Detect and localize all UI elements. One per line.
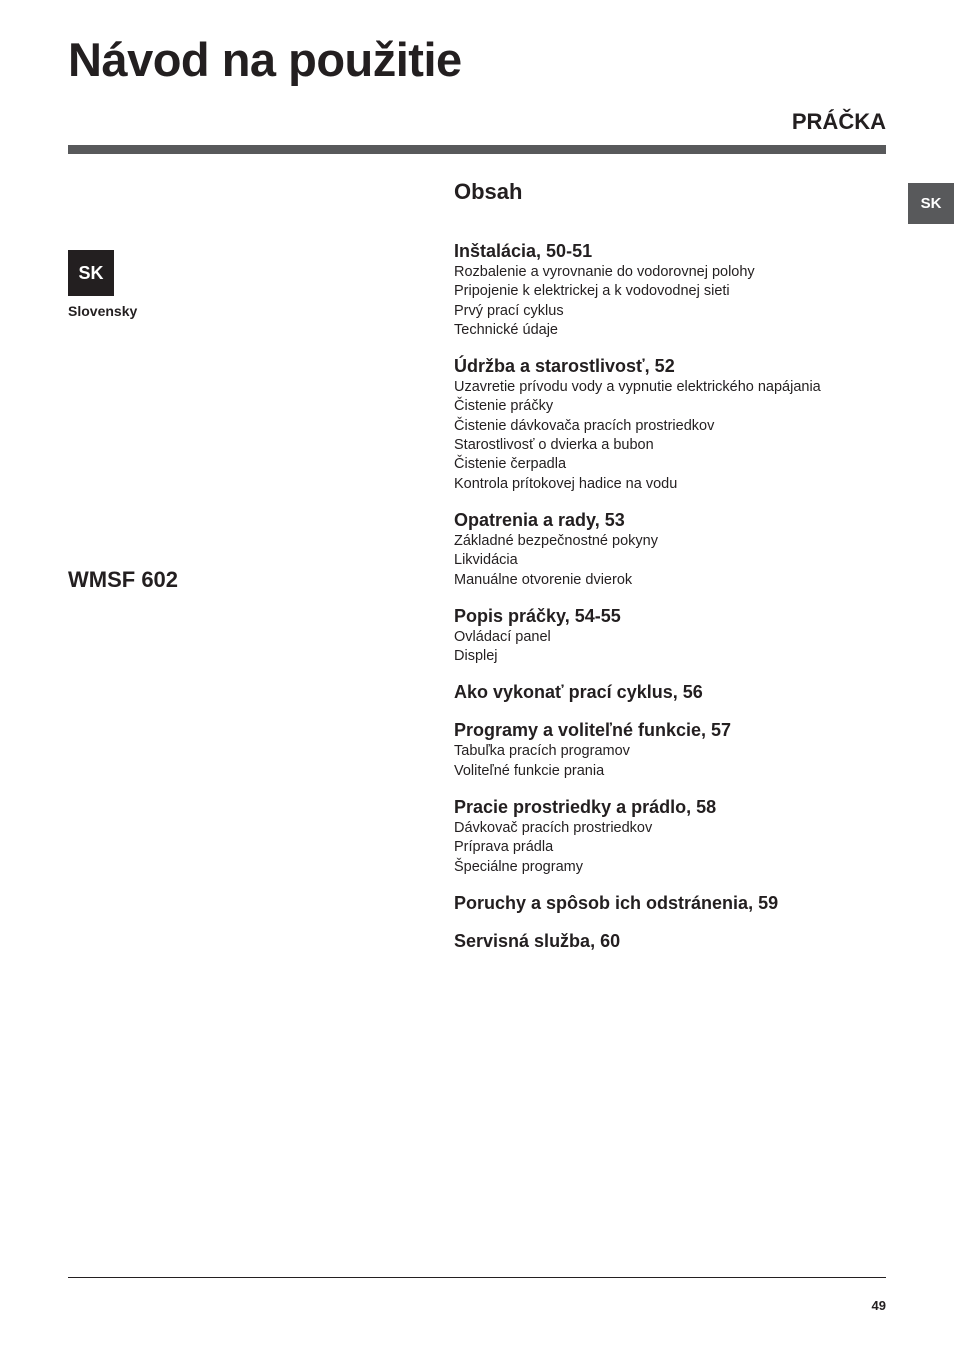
language-name: Slovensky bbox=[68, 303, 138, 319]
toc-section-title: Inštalácia, 50-51 bbox=[454, 241, 593, 261]
toc-section-title: Pracie prostriedky a prádlo, 58 bbox=[454, 797, 717, 818]
page-number: 49 bbox=[871, 1298, 886, 1313]
product-category: PRÁČKA bbox=[791, 109, 886, 134]
toc-item: Manuálne otvorenie dvierok bbox=[454, 571, 633, 588]
toc-section bbox=[454, 892, 894, 915]
toc-item: Starostlivosť o dvierka a bubon bbox=[454, 437, 654, 454]
toc-section bbox=[454, 681, 894, 704]
toc-item: Čistenie dávkovača pracích prostriedkov bbox=[454, 417, 715, 434]
toc-item: Dávkovač pracích prostriedkov bbox=[454, 820, 653, 837]
toc-section bbox=[454, 509, 894, 590]
toc-item: Tabuľka pracích programov bbox=[454, 743, 630, 760]
page-title: Návod na použitie bbox=[68, 33, 462, 86]
toc-section bbox=[454, 930, 894, 953]
toc-item: Likvidácia bbox=[454, 552, 518, 569]
toc-item: Voliteľné funkcie prania bbox=[454, 762, 605, 779]
toc-section-title: Opatrenia a rady, 53 bbox=[454, 509, 625, 530]
toc-section bbox=[454, 719, 894, 781]
toc-item: Špeciálne programy bbox=[454, 858, 583, 875]
table-of-contents bbox=[454, 240, 894, 968]
toc-item: Uzavretie prívodu vody a vypnutie elektrického napájania bbox=[454, 379, 821, 396]
toc-item: Pripojenie k elektrickej a k vodovodnej sieti bbox=[454, 283, 730, 300]
toc-item: Základné bezpečnostné pokyny bbox=[454, 532, 658, 549]
toc-section-title: Údržba a starostlivosť, 52 bbox=[454, 356, 675, 377]
toc-section-title: Poruchy a spôsob ich odstránenia, 59 bbox=[454, 892, 779, 913]
toc-item: Ovládací panel bbox=[454, 628, 551, 645]
footer-divider bbox=[68, 1277, 886, 1278]
toc-item: Rozbalenie a vyrovnanie do vodorovnej polohy bbox=[454, 264, 755, 280]
toc-section-title: Servisná služba, 60 bbox=[454, 930, 621, 951]
toc-item: Prvý prací cyklus bbox=[454, 302, 564, 319]
toc-section bbox=[454, 605, 894, 667]
language-side-tab: SK bbox=[908, 183, 954, 224]
toc-item: Displej bbox=[454, 648, 498, 665]
toc-section bbox=[454, 796, 894, 877]
toc-item: Čistenie práčky bbox=[454, 398, 554, 415]
toc-item: Technické údaje bbox=[454, 321, 558, 338]
model-name: WMSF 602 bbox=[68, 567, 179, 592]
toc-section-title: Ako vykonať prací cyklus, 56 bbox=[454, 682, 703, 703]
toc-item: Kontrola prítokovej hadice na vodu bbox=[454, 475, 678, 492]
toc-section bbox=[454, 240, 894, 340]
header-divider bbox=[68, 145, 886, 154]
language-badge: SK bbox=[68, 250, 114, 296]
toc-section bbox=[454, 355, 894, 494]
toc-section-title: Popis práčky, 54-55 bbox=[454, 605, 621, 626]
toc-heading: Obsah bbox=[454, 179, 523, 204]
toc-section-title: Programy a voliteľné funkcie, 57 bbox=[454, 720, 732, 741]
toc-item: Príprava prádla bbox=[454, 839, 554, 856]
toc-item: Čistenie čerpadla bbox=[454, 456, 567, 473]
